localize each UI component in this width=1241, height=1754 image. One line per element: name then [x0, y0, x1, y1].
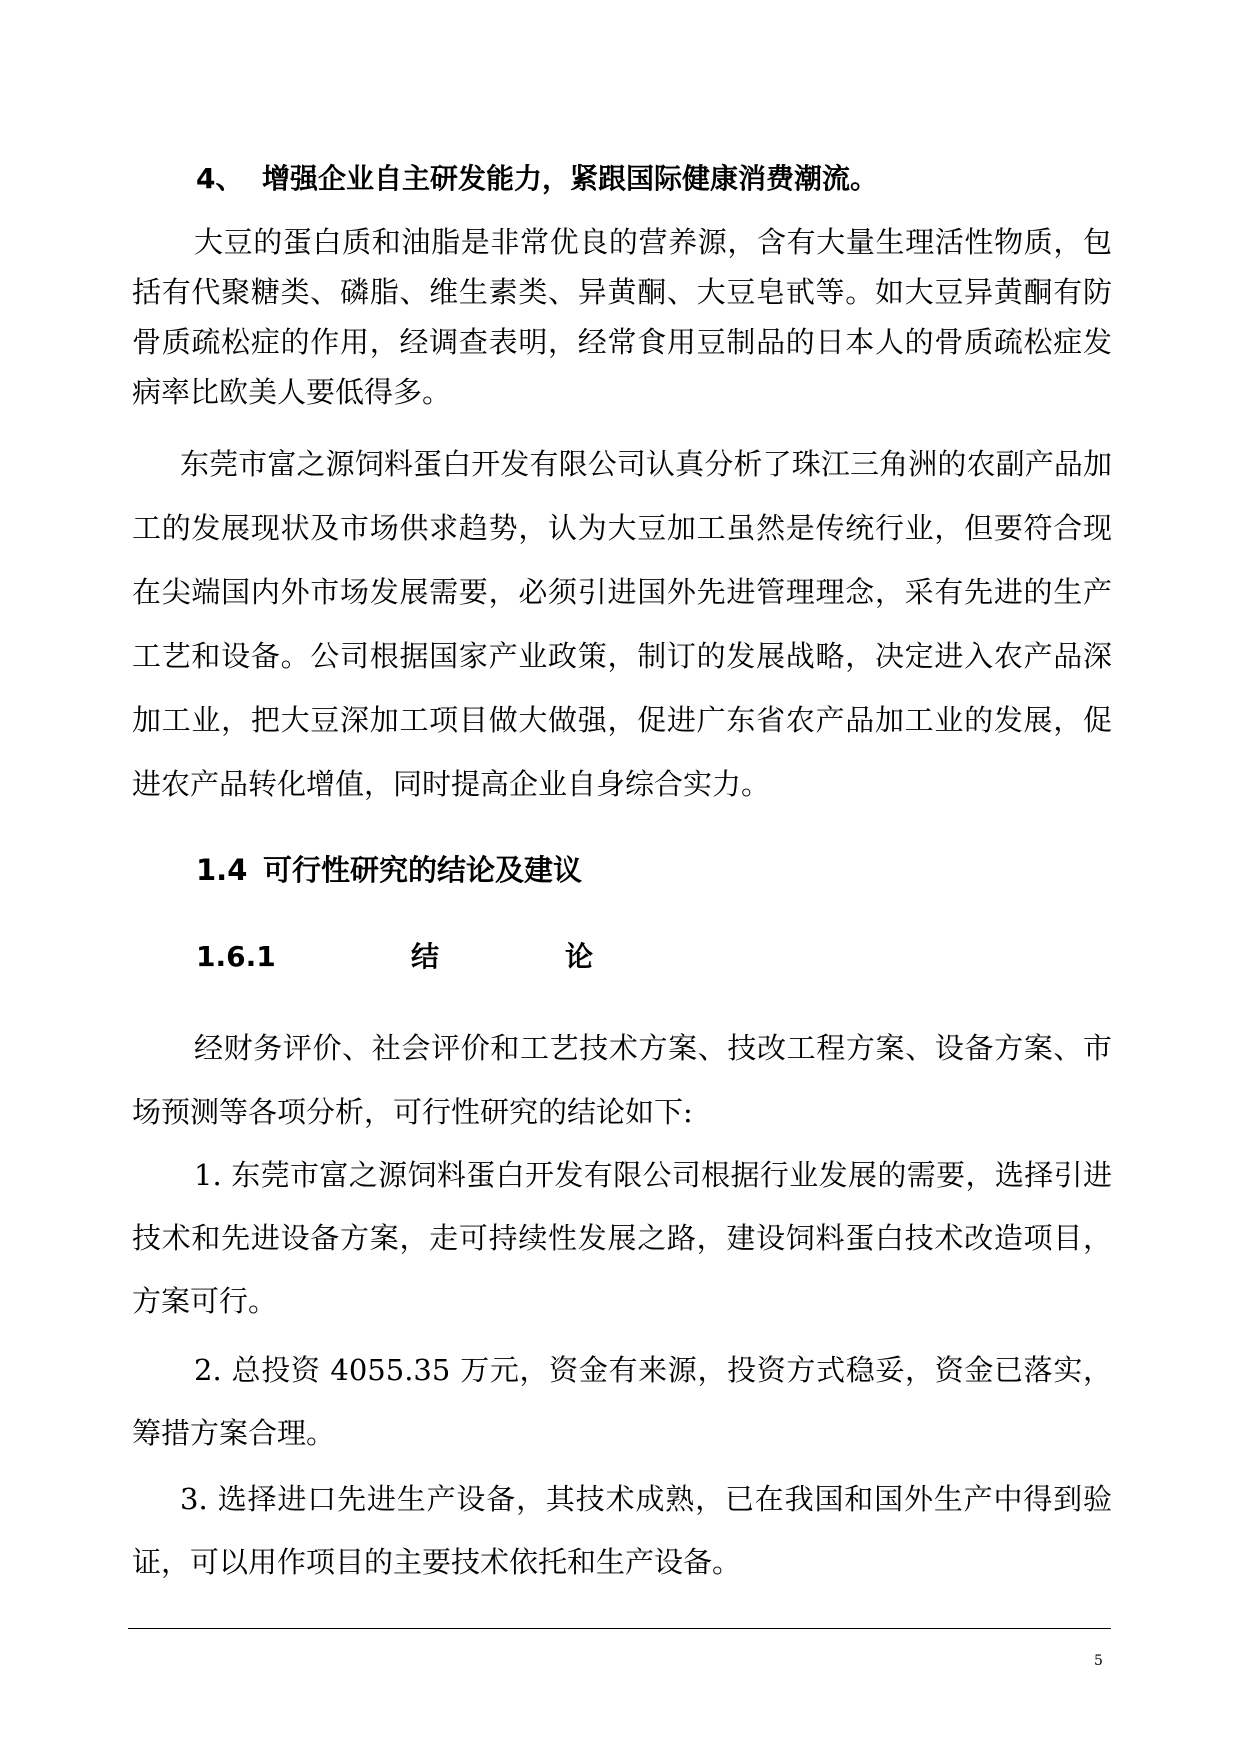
section-heading-1-4: [196, 850, 582, 890]
section-title: 可行性研究的结论及建议: [263, 853, 583, 887]
paragraph-conclusion-2: 2. 总投资 4055.35 万元，资金有来源，投资方式稳妥，资金已落实，筹措方案合理。: [132, 1353, 1112, 1450]
section-title-part1: 结: [411, 940, 440, 973]
section-title: 增强企业自主研发能力，紧跟国际健康消费潮流。: [262, 162, 879, 195]
section-number: 1.4: [196, 853, 248, 887]
section-title-part2: 论: [565, 940, 594, 973]
section-heading-4: [196, 160, 878, 198]
section-heading-1-6-1: [196, 937, 593, 977]
paragraph-soy-nutrition: 大豆的蛋白质和油脂是非常优良的营养源，含有大量生理活性物质，包括有代聚糖类、磷脂、维生素类、异黄酮、大豆皂甙等。如大豆异黄酮有防骨质疏松症的作用，经调查表明，经常食用豆制品的日本人的骨质疏松症发病率比欧美人要低得多。: [132, 225, 1112, 409]
paragraph-conclusion-intro: 经财务评价、社会评价和工艺技术方案、技改工程方案、设备方案、市场预测等各项分析，可行性研究的结论如下:: [132, 1031, 1112, 1129]
paragraph-conclusion-1: 1. 东莞市富之源饲料蛋白开发有限公司根据行业发展的需要，选择引进技术和先进设备方案，走可持续性发展之路，建设饲料蛋白技术改造项目，方案可行。: [132, 1158, 1112, 1318]
footer-divider: [128, 1628, 1111, 1629]
page-number: 5: [1094, 1653, 1103, 1669]
paragraph-conclusion-3: 3. 选择进口先进生产设备，其技术成熟，已在我国和国外生产中得到验证，可以用作项目的主要技术依托和生产设备。: [132, 1482, 1112, 1579]
section-number: 1.6.1: [196, 940, 276, 973]
paragraph-company-analysis: 东莞市富之源饲料蛋白开发有限公司认真分析了珠江三角洲的农副产品加工的发展现状及市场供求趋势，认为大豆加工虽然是传统行业，但要符合现在尖端国内外市场发展需要，必须引进国外先进管理理念，采有先进的生产工艺和设备。公司根据国家产业政策，制订的发展战略，决定进入农产品深加工业，把大豆深加工项目做大做强，促进广东省农产品加工业的发展，促进农产品转化增值，同时提高企业自身综合实力。: [132, 447, 1112, 801]
section-number: 4、: [196, 162, 244, 195]
